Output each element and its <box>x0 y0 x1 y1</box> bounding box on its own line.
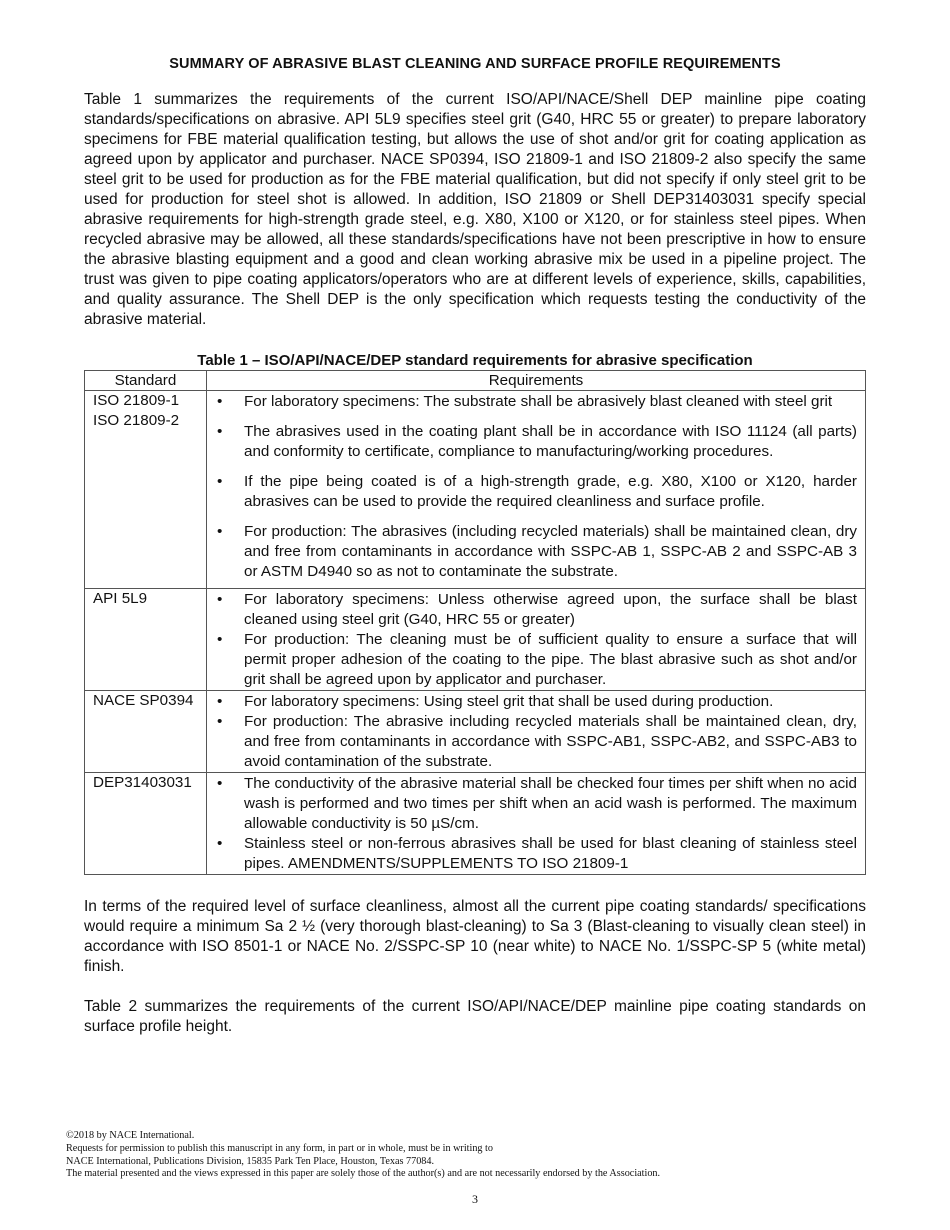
requirement-item: • For laboratory specimens: Using steel grit that shall be used during production. <box>217 692 857 712</box>
requirements-list <box>217 590 857 690</box>
header-requirements: Requirements <box>207 371 866 391</box>
requirements-list <box>217 392 857 582</box>
address-line: NACE International, Publications Division, 15835 Park Ten Place, Houston, Texas 77084. <box>66 1155 435 1167</box>
requirement-item: • For production: The cleaning must be of sufficient quality to ensure a surface that will permit proper adhesion of the coating to the pipe. The blast abrasive such as shot and/or grit shall be agreed upon by applicator and purchaser. <box>217 630 857 690</box>
requirement-item: • For laboratory specimens: Unless otherwise agreed upon, the surface shall be blast cleaned using steel grit (G40, HRC 55 or greater) <box>217 590 857 630</box>
standard-cell <box>85 589 207 691</box>
table-row <box>85 391 866 589</box>
requirement-item: • Stainless steel or non-ferrous abrasives shall be used for blast cleaning of stainless steel pipes. AMENDMENTS/SUPPLEMENTS TO ISO 21809-1 <box>217 834 857 874</box>
table-header-row <box>85 371 866 391</box>
section-title: SUMMARY OF ABRASIVE BLAST CLEANING AND SURFACE PROFILE REQUIREMENTS <box>169 56 781 72</box>
standard-name: DEP31403031 <box>93 774 192 791</box>
page-content <box>84 56 866 1037</box>
header-standard: Standard <box>85 371 207 391</box>
standard-name: NACE SP0394 <box>93 692 194 709</box>
page-number: 3 <box>472 1192 478 1206</box>
requirement-item: • For laboratory specimens: The substrate shall be abrasively blast cleaned with steel grit <box>217 392 857 412</box>
table-row <box>85 773 866 875</box>
requirement-item: • The conductivity of the abrasive material shall be checked four times per shift when no acid wash is performed and two times per shift when an acid wash is performed. The maximum allowable conductivity is 50 µS/cm. <box>217 774 857 834</box>
requirement-item: • For production: The abrasive including recycled materials shall be maintained clean, dry, and free from contaminants in accordance with SSPC-AB1, SSPC-AB2, and SSPC-AB3 to avoid contamination of the substrate. <box>217 712 857 772</box>
standard-cell <box>85 773 207 875</box>
profile-paragraph: Table 2 summarizes the requirements of the current ISO/API/NACE/DEP mainline pipe coating standards on surface profile height. <box>84 998 866 1035</box>
table-row <box>85 691 866 773</box>
standard-cell <box>85 391 207 589</box>
requirement-item: • For production: The abrasives (including recycled materials) shall be maintained clean, dry and free from contaminants in accordance with SSPC-AB 1, SSPC-AB 2 and SSPC-AB 3 or ASTM D4940 so as not to contaminate the substrate. <box>217 522 857 582</box>
requirement-item: • The abrasives used in the coating plant shall be in accordance with ISO 11124 (all parts) and conformity to certificate, compliance to manufacturing/working procedures. <box>217 422 857 462</box>
copyright-line: ©2018 by NACE International. <box>66 1130 195 1141</box>
permission-line: Requests for permission to publish this manuscript in any form, in part or in whole, must be in writing to <box>66 1142 493 1154</box>
standard-name: ISO 21809-1 <box>93 392 180 409</box>
table-caption: Table 1 – ISO/API/NACE/DEP standard requirements for abrasive specification <box>197 352 753 369</box>
standard-name: API 5L9 <box>93 590 148 607</box>
copyright-footer <box>66 1130 660 1181</box>
requirement-item: • If the pipe being coated is of a high-strength grade, e.g. X80, X100 or X120, harder abrasives can be used to provide the required cleanliness and surface profile. <box>217 472 857 512</box>
requirements-cell <box>207 773 866 875</box>
intro-paragraph: Table 1 summarizes the requirements of the current ISO/API/NACE/Shell DEP mainline pipe coating standards/specifications on abrasive. API 5L9 specifies steel grit (G40, HRC 55 or greater) to prepare laboratory specimens for FBE material qualification testing, but allows the use of shot and/or grit for coating application as agreed upon by applicator and purchaser. NACE SP0394, ISO 21809-1 and ISO 21809-2 also specify the same steel grit to be used for production as for the FBE material qualification, but did not specify if only steel grit to be used for production for steel shot is allowed. In addition, ISO 21809 or Shell DEP31403031 specify special abrasive requirements for high-strength grade steel, e.g. X80, X100 or X120, or for stainless steel pipes. When recycled abrasive may be allowed, all these standards/specifications have not been prescriptive in how to ensure the abrasive blasting equipment and a good and clean working abrasive mix be used in a pipeline project. The trust was given to pipe coating applicators/operators who are at different levels of experience, skills, capabilities, and quality assurance. The Shell DEP is the only specification which requests testing the conductivity of the abrasive material. <box>84 91 866 328</box>
abrasive-requirements-table <box>84 370 866 875</box>
requirements-cell <box>207 589 866 691</box>
standard-name: ISO 21809-2 <box>93 412 180 429</box>
requirements-cell <box>207 391 866 589</box>
table-row <box>85 589 866 691</box>
standard-cell <box>85 691 207 773</box>
requirements-cell <box>207 691 866 773</box>
disclaimer-line: The material presented and the views expressed in this paper are solely those of the author(s) and are not necessarily endorsed by the Association. <box>66 1168 661 1180</box>
cleanliness-paragraph: In terms of the required level of surface cleanliness, almost all the current pipe coating standards/ specifications would require a minimum Sa 2 ½ (very thorough blast-cleaning) to Sa 3 (Blast-cleaning to visually clean steel) in accordance with ISO 8501-1 or NACE No. 2/SSPC-SP 10 (near white) to NACE No. 1/SSPC-SP 5 (white metal) finish. <box>84 898 866 975</box>
requirements-list <box>217 774 857 874</box>
requirements-list <box>217 692 857 772</box>
